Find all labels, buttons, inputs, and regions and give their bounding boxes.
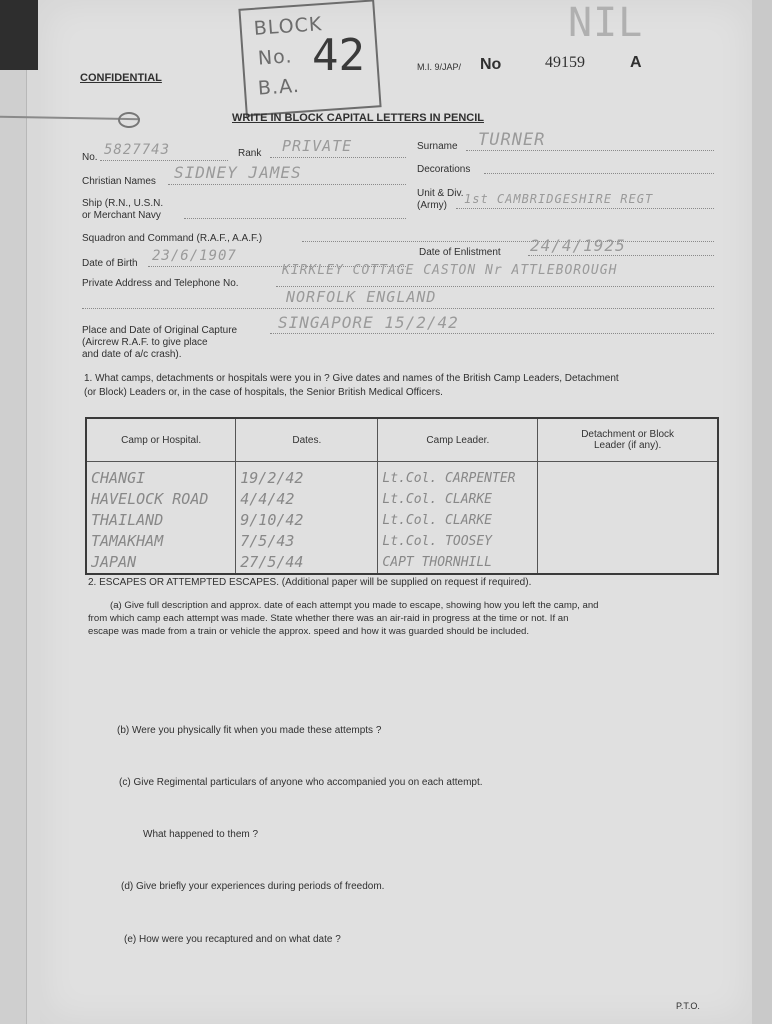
squadron-label: Squadron and Command (R.A.F., A.A.F.) [82,233,263,244]
service-number-value: 5827743 [104,142,171,158]
question-2b: (b) Were you physically fit when you made these attempts ? [117,725,382,736]
surname-value: TURNER [478,130,546,150]
question-2c-followup: What happened to them ? [143,829,259,840]
surname-label: Surname [417,141,458,152]
folder-edge [0,60,27,1024]
capture-value: SINGAPORE 15/2/42 [278,313,459,332]
camps-table-body [86,462,718,575]
address-value-2: NORFOLK ENGLAND [286,288,437,306]
table-row-leader: Lt.Col. CLARKE [382,492,492,507]
table-row-date: 9/10/42 [240,511,304,529]
corner-nil-mark: NIL [568,0,644,46]
surname-line [466,150,714,151]
rank-label: Rank [238,148,262,159]
address-line-1 [276,286,714,287]
table-row-leader: CAPT THORNHILL [382,555,492,570]
form-reference: M.I. 9/JAP/ [417,62,462,72]
folder-corner [0,0,38,70]
tag-string-knot [118,112,140,128]
ship-label-2: or Merchant Navy [82,210,161,221]
question-2a-line-1: (a) Give full description and approx. date of each attempt you made to escape, showing how you left the camp, and [110,600,599,611]
confidential-label: CONFIDENTIAL [80,72,162,84]
table-row-date: 19/2/42 [240,469,304,487]
camp-leaders-cell [378,462,538,575]
question-2-heading: 2. ESCAPES OR ATTEMPTED ESCAPES. (Additional paper will be supplied on request if required). [88,577,532,588]
decorations-label: Decorations [417,164,471,175]
christian-names-label: Christian Names [82,176,156,187]
question-2e: (e) How were you recaptured and on what date ? [124,934,341,945]
camp-leader-column-header: Camp Leader. [378,418,538,462]
question-2a-line-2: from which camp each attempt was made. State whether there was an air-raid in progress at the time or not. If an [88,613,569,624]
question-2c: (c) Give Regimental particulars of anyone who accompanied you on each attempt. [119,777,483,788]
question-1-line-2: (or Block) Leaders or, in the case of hospitals, the Senior British Medical Officers. [84,387,443,398]
capture-label-1: Place and Date of Original Capture [82,325,238,336]
service-number-label: No. [82,152,98,163]
question-2d: (d) Give briefly your experiences during periods of freedom. [121,881,385,892]
dob-label: Date of Birth [82,258,138,269]
unit-label-1: Unit & Div. [417,188,464,199]
table-row-camp: HAVELOCK ROAD [91,490,209,508]
form-instruction: WRITE IN BLOCK CAPITAL LETTERS IN PENCIL [232,112,484,124]
squadron-line [302,241,714,242]
rank-value: PRIVATE [282,137,353,155]
service-number-line [100,160,228,161]
dates-column-header: Dates. [236,418,378,462]
detachment-leaders-cell [538,462,718,575]
back-sheet-edge [750,0,772,1024]
capture-line [270,333,714,334]
decorations-line [484,173,714,174]
form-suffix: A [630,54,642,71]
table-row-leader: Lt.Col. TOOSEY [382,534,492,549]
table-row-camp: CHANGI [91,469,146,487]
table-row-date: 27/5/44 [240,553,304,571]
table-row-leader: Lt.Col. CLARKE [382,513,492,528]
unit-line [456,208,714,209]
unit-value: 1st CAMBRIDGESHIRE REGT [464,192,654,206]
unit-label-2: (Army) [417,200,447,211]
enlistment-line [528,255,714,256]
capture-label-3: and date of a/c crash). [82,349,182,360]
table-row-camp: TAMAKHAM [91,532,164,550]
question-2a-line-3: escape was made from a train or vehicle the approx. speed and how it was guarded should be included. [88,626,530,637]
number-label: No [480,56,502,73]
pto-note: P.T.O. [676,1001,700,1011]
table-row-leader: Lt.Col. CARPENTER [382,471,516,486]
rank-line [270,157,406,158]
table-row-camp: THAILAND [91,511,164,529]
camp-names-cell [86,462,236,575]
camps-table [85,417,719,575]
table-row-date: 7/5/43 [240,532,295,550]
address-value-1: KIRKLEY COTTAGE CASTON Nr ATTLEBOROUGH [282,263,618,278]
detachment-leader-column-header: Detachment or Block Leader (if any). [538,418,718,462]
stamp-ba-text: B.A. [257,74,301,100]
ship-label-1: Ship (R.N., U.S.N. [82,198,164,209]
stamp-no-text: No. [257,45,294,70]
enlistment-label: Date of Enlistment [419,247,501,258]
camp-column-header: Camp or Hospital. [86,418,236,462]
table-row-date: 4/4/42 [240,490,295,508]
table-row-camp: JAPAN [91,553,137,571]
stamp-block-text: BLOCK [253,13,324,40]
christian-names-value: SIDNEY JAMES [174,163,302,182]
camps-table-header-row [86,418,718,462]
enlistment-value: 24/4/1925 [530,236,626,255]
christian-names-line [168,184,406,185]
stamp-block-number: 42 [312,30,365,81]
capture-label-2: (Aircrew R.A.F. to give place [82,337,208,348]
dob-value: 23/6/1907 [152,248,237,264]
address-label: Private Address and Telephone No. [82,278,239,289]
form-serial: 49159 [545,54,585,71]
ship-line [184,218,406,219]
camp-dates-cell [236,462,378,575]
question-1-line-1: 1. What camps, detachments or hospitals were you in ? Give dates and names of the British Camp Leaders, Detachment [84,373,619,384]
address-line-2 [82,308,714,309]
